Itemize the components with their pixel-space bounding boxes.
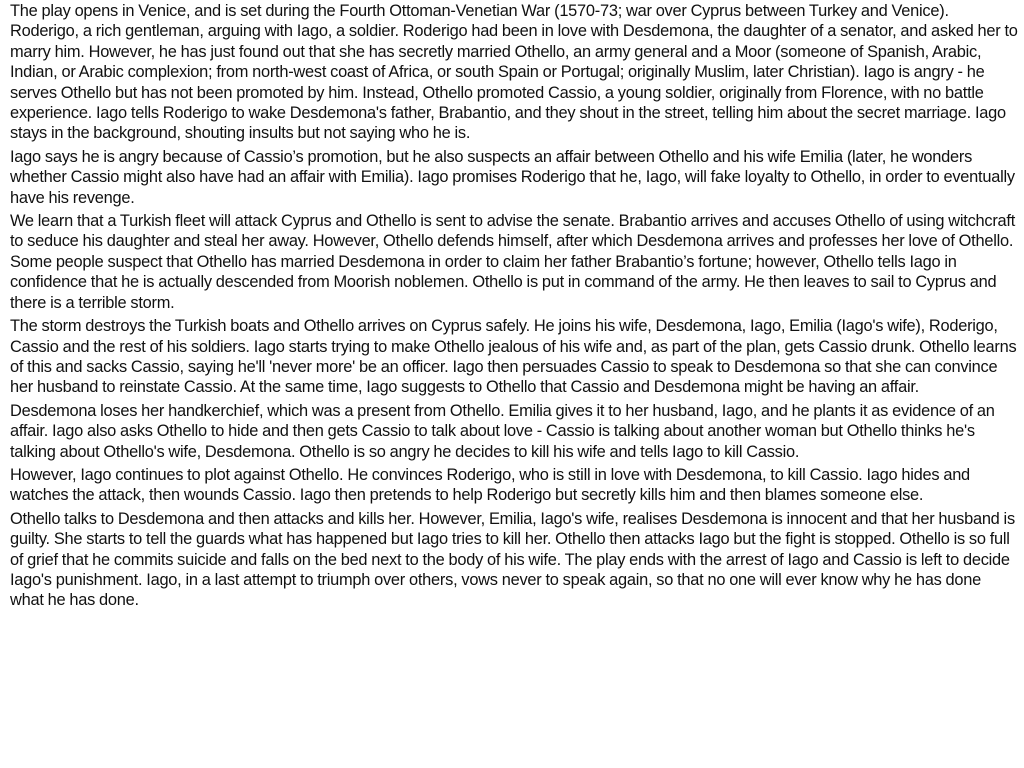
paragraph-2: Iago says he is angry because of Cassio’s promotion, but he also suspects an affair between Othello and his wife Emilia (later, he wonders whether Cassio might also have had an affair with Emilia). Iago promises Roderigo that he, Iago, will fake loyalty to Othello, in order to eventually have his revenge. [10, 147, 1015, 207]
paragraph-4: The storm destroys the Turkish boats and Othello arrives on Cyprus safely. He joins his wife, Desdemona, Iago, Emilia (Iago's wife), Roderigo, Cassio and the rest of his soldiers. Iago starts trying to make Othello jealous of his wife and, as part of the plan, gets Cassio drunk. Othello learns of this and sacks Cassio, saying he'll 'never more' be an officer. Iago then persuades Cassio to speak to Desdemona so that she can convince her husband to reinstate Cassio. At the same time, Iago suggests to Othello that Cassio and Desdemona might be having an affair. [10, 317, 1017, 397]
paragraph-3: We learn that a Turkish fleet will attack Cyprus and Othello is sent to advise the senate. Brabantio arrives and accuses Othello of using witchcraft to seduce his daughter and steal her away. However, Othello defends himself, after which Desdemona arrives and professes her love of Othello. Some people suspect that Othello has married Desdemona in order to claim her father Brabantio’s fortune; however, Othello tells Iago in confidence that he is actually descended from Moorish noblemen. Othello is put in command of the army. He then leaves to sail to Cyprus and there is a terrible storm. [10, 212, 1016, 312]
paragraph-5: Desdemona loses her handkerchief, which was a present from Othello. Emilia gives it to her husband, Iago, and he plants it as evidence of an affair. Iago also asks Othello to hide and then gets Cassio to talk about love - Cassio is talking about another woman but Othello thinks he's talking about Othello's wife, Desdemona. Othello is so angry he decides to kill his wife and tells Iago to kill Cassio. [10, 401, 995, 461]
paragraph-7: Othello talks to Desdemona and then attacks and kills her. However, Emilia, Iago's wife, realises Desdemona is innocent and that her husband is guilty. She starts to tell the guards what has happened but Iago tries to kill her. Othello then attacks Iago but the fight is stopped. Othello is so full of grief that he commits suicide and falls on the bed next to the body of his wife. The play ends with the arrest of Iago and Cassio is left to decide Iago's punishment. Iago, in a last attempt to triumph over others, vows never to speak again, so that no one will ever know why he has done what he has done. [10, 509, 1015, 610]
paragraph-1: The play opens in Venice, and is set during the Fourth Ottoman-Venetian War (1570-73; war over Cyprus between Turkey and Venice). Roderigo, a rich gentleman, arguing with Iago, a soldier. Roderigo had been in love with Desdemona, the daughter of a senator, and asked her to marry him. However, he has just found out that she has secretly married Othello, an army general and a Moor (someone of Spanish, Arabic, Indian, or Arabic complexion; from north-west coast of Africa, or south Spain or Portugal; originally Muslim, later Christian). Iago is angry - he serves Othello but has not been promoted by him. Instead, Othello promoted Cassio, a young soldier, originally from Florence, with no battle experience. Iago tells Roderigo to wake Desdemona's father, Brabantio, and they shout in the street, telling him about the secret marriage. Iago stays in the background, shouting insults but not saying who he is. [10, 2, 1018, 143]
paragraph-6: However, Iago continues to plot against Othello. He convinces Roderigo, who is still in love with Desdemona, to kill Cassio. Iago hides and watches the attack, then wounds Cassio. Iago then pretends to help Roderigo but secretly kills him and then blames someone else. [10, 465, 970, 505]
